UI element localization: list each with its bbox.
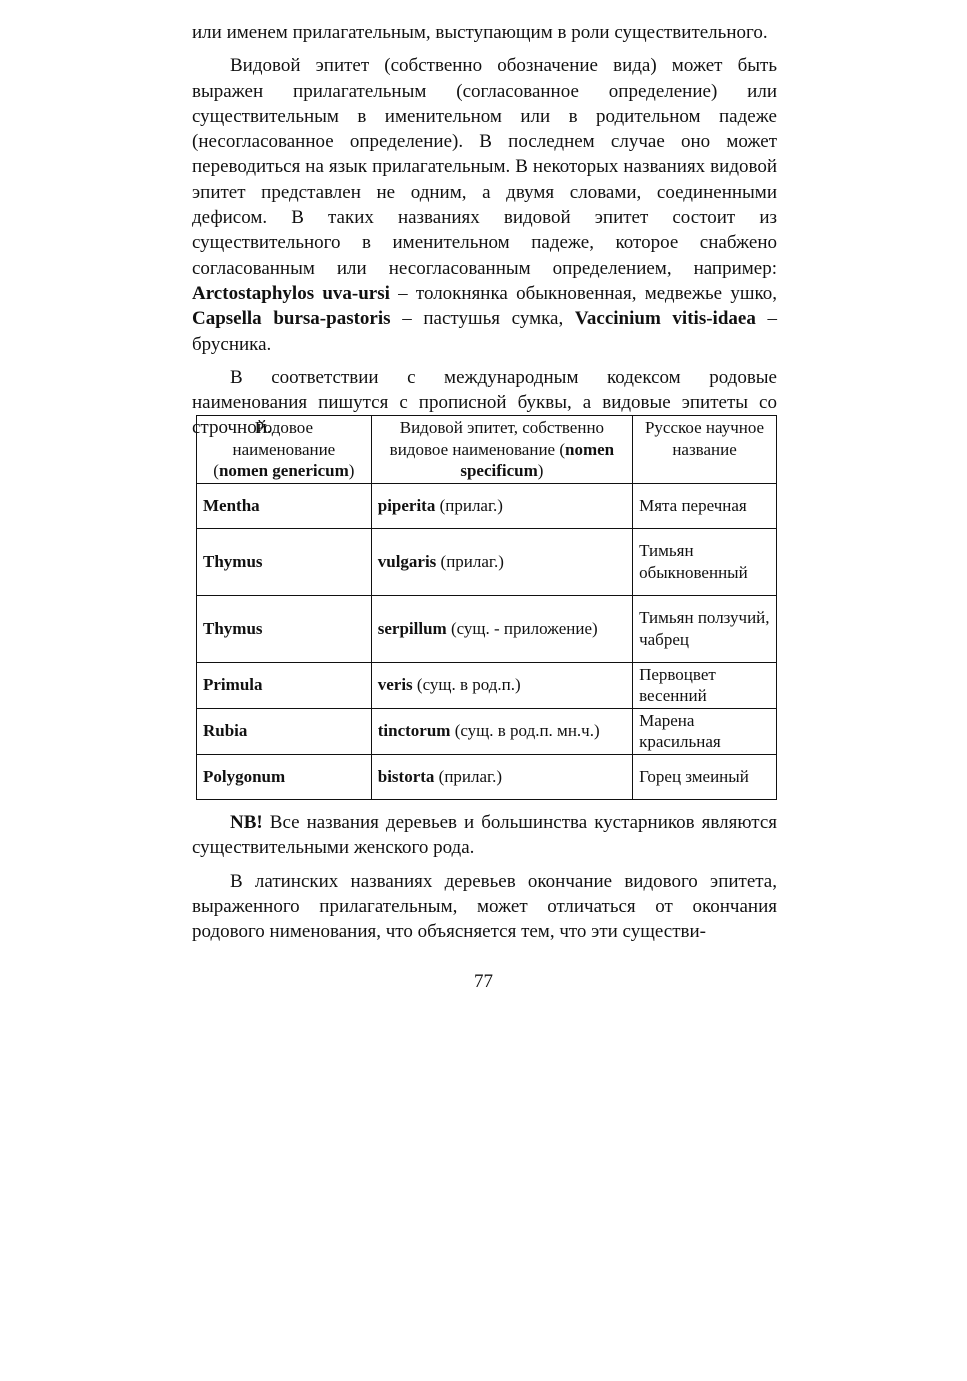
table-row [197, 595, 777, 662]
genus-cell: Primula [197, 662, 372, 708]
page-number: 77 [474, 971, 493, 992]
table-header-row [197, 416, 777, 484]
paragraph-species-epithet: Видовой эпитет (собственно обозначение вида) может быть выражен прилагательным (согласованное определение) или существительным в именительном или в родительном падеже (несогласованное определение). В последнем случае оно может переводиться на язык прилагательным. В некоторых названиях видовой эпитет представлен не одним, а двумя словами, соединенными дефисом. В таких названиях видовой эпитет состоит из существительного в именительном падеже, которое снабжено согласованным или несогласованным определением, например: Arctostaphylos uva-ursi – толокнянка обыкновенная, медвежье ушко, Capsella bursa-pastoris – пастушья сумка, Vaccinium vitis-idaea – брусника. [192, 55, 777, 355]
lower-text-block [192, 810, 777, 952]
genus-cell: Rubia [197, 708, 372, 754]
example-latin-3: Vaccinium vitis-idaea [574, 308, 756, 330]
epithet-cell: piperita (прилаг.) [371, 483, 632, 528]
species-names-table [196, 415, 777, 800]
header-russian-name: Русское научное название [633, 416, 777, 484]
header-genus: Родовое наименование (nomen genericum) [197, 416, 372, 484]
table-row [197, 483, 777, 528]
table-row [197, 662, 777, 708]
paragraph-tree-names: В латинских названиях деревьев окончание видового эпитета, выраженного прилагательным, может отличаться от окончания родового нименования, что объясняется тем, что эти существи- [192, 870, 777, 943]
table-row [197, 528, 777, 595]
epithet-cell: bistorta (прилаг.) [371, 754, 632, 799]
table-row [197, 754, 777, 799]
russian-name-cell: Мята перечная [633, 483, 777, 528]
genus-cell: Polygonum [197, 754, 372, 799]
example-latin-2: Capsella bursa-pastoris [192, 308, 391, 330]
example-latin-1: Arctostaphylos uva-ursi [192, 282, 390, 304]
russian-name-cell: Горец змеиный [633, 754, 777, 799]
epithet-cell: tinctorum (сущ. в род.п. мн.ч.) [371, 708, 632, 754]
header-epithet: Видовой эпитет, собственно видовое наименование (nomen specificum) [371, 416, 632, 484]
paragraph-nb: NB! Все названия деревьев и большинства кустарников являются существительными женского рода. [192, 812, 777, 859]
epithet-cell: veris (сущ. в род.п.) [371, 662, 632, 708]
paragraph-code-rules: В соответствии с международным кодексом родовые наименования пишутся с прописной буквы, а видовые эпитеты со строчной. [192, 366, 777, 439]
table-row [197, 708, 777, 754]
russian-name-cell: Тимьян обыкновенный [633, 528, 777, 595]
russian-name-cell: Тимьян ползучий, чабрец [633, 595, 777, 662]
paragraph-continuation: или именем прилагательным, выступающим в роли существительного. [192, 22, 768, 43]
russian-name-cell: Первоцвет весенний [633, 662, 777, 708]
nb-marker: NB! [230, 812, 263, 833]
genus-cell: Mentha [197, 483, 372, 528]
genus-cell: Thymus [197, 528, 372, 595]
upper-text-block [192, 20, 777, 449]
genus-cell: Thymus [197, 595, 372, 662]
russian-name-cell: Марена красильная [633, 708, 777, 754]
epithet-cell: vulgaris (прилаг.) [371, 528, 632, 595]
epithet-cell: serpillum (сущ. - приложение) [371, 595, 632, 662]
